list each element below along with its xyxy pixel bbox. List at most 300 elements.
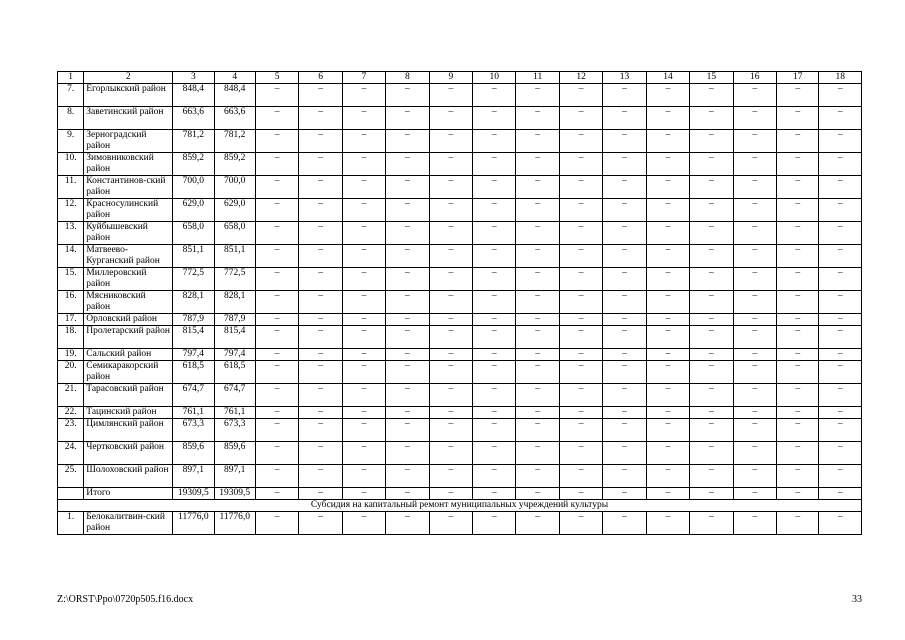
empty-value-dash: – [646,245,689,268]
empty-value-dash: – [733,222,776,245]
empty-value-dash: – [516,442,559,465]
district-name: Тацинский район [84,407,173,419]
empty-value-dash: – [819,153,862,176]
value-col-3: 663,6 [173,107,214,130]
district-name: Константинов-ский район [84,176,173,199]
empty-value-dash: – [342,488,385,500]
empty-value-dash: – [777,268,819,291]
row-number: 20. [58,361,84,384]
district-name: Заветинский район [84,107,173,130]
empty-value-dash: – [777,512,819,535]
empty-value-dash: – [429,84,472,107]
empty-value-dash: – [603,153,646,176]
empty-value-dash: – [299,84,342,107]
empty-value-dash: – [559,245,602,268]
column-header: 18 [819,72,862,84]
empty-value-dash: – [473,361,516,384]
empty-value-dash: – [255,442,298,465]
row-number: 13. [58,222,84,245]
empty-value-dash: – [777,442,819,465]
empty-value-dash: – [559,407,602,419]
empty-value-dash: – [603,314,646,326]
empty-value-dash: – [299,153,342,176]
empty-value-dash: – [255,107,298,130]
district-name: Семикаракорский район [84,361,173,384]
empty-value-dash: – [603,442,646,465]
empty-value-dash: – [255,153,298,176]
empty-value-dash: – [255,488,298,500]
empty-value-dash: – [386,199,429,222]
empty-value-dash: – [516,107,559,130]
empty-value-dash: – [733,512,776,535]
empty-value-dash: – [777,153,819,176]
empty-value-dash: – [603,407,646,419]
empty-value-dash: – [690,245,733,268]
empty-value-dash: – [255,512,298,535]
empty-value-dash: – [646,349,689,361]
empty-value-dash: – [299,326,342,349]
empty-value-dash: – [299,512,342,535]
empty-value-dash: – [690,512,733,535]
empty-value-dash: – [473,222,516,245]
empty-value-dash: – [473,326,516,349]
row-number: 9. [58,130,84,153]
empty-value-dash: – [819,384,862,407]
empty-value-dash: – [819,84,862,107]
empty-value-dash: – [603,465,646,488]
empty-value-dash: – [559,419,602,442]
footer-file-path: Z:\ORST\Ppo\0720p505.f16.docx [57,594,194,605]
empty-value-dash: – [429,442,472,465]
empty-value-dash: – [777,245,819,268]
empty-value-dash: – [386,268,429,291]
empty-value-dash: – [646,419,689,442]
district-name: Пролетарский район [84,326,173,349]
table-row [58,268,862,291]
empty-value-dash: – [603,488,646,500]
table-row [58,419,862,442]
value-col-4: 761,1 [214,407,255,419]
empty-value-dash: – [299,361,342,384]
district-name: Зерноградский район [84,130,173,153]
empty-value-dash: – [386,153,429,176]
value-col-3: 859,2 [173,153,214,176]
value-col-3: 848,4 [173,84,214,107]
empty-value-dash: – [559,361,602,384]
empty-value-dash: – [559,222,602,245]
empty-value-dash: – [559,488,602,500]
empty-value-dash: – [473,107,516,130]
row-number: 24. [58,442,84,465]
empty-value-dash: – [473,442,516,465]
value-col-3: 772,5 [173,268,214,291]
table-row [58,465,862,488]
empty-value-dash: – [255,84,298,107]
empty-value-dash: – [777,130,819,153]
value-col-4: 19309,5 [214,488,255,500]
value-col-4: 629,0 [214,199,255,222]
empty-value-dash: – [603,176,646,199]
row-number: 11. [58,176,84,199]
value-col-3: 658,0 [173,222,214,245]
district-name: Сальский район [84,349,173,361]
empty-value-dash: – [777,465,819,488]
empty-value-dash: – [777,222,819,245]
empty-value-dash: – [690,326,733,349]
empty-value-dash: – [603,107,646,130]
empty-value-dash: – [342,245,385,268]
empty-value-dash: – [299,407,342,419]
empty-value-dash: – [386,384,429,407]
empty-value-dash: – [473,130,516,153]
value-col-3: 787,9 [173,314,214,326]
value-col-3: 851,1 [173,245,214,268]
empty-value-dash: – [342,222,385,245]
empty-value-dash: – [777,314,819,326]
row-number: 1. [58,512,84,535]
column-header: 6 [299,72,342,84]
empty-value-dash: – [559,349,602,361]
empty-value-dash: – [255,130,298,153]
empty-value-dash: – [299,442,342,465]
empty-value-dash: – [690,465,733,488]
empty-value-dash: – [516,314,559,326]
empty-value-dash: – [733,488,776,500]
table-body [58,84,862,535]
empty-value-dash: – [386,512,429,535]
table-row [58,361,862,384]
empty-value-dash: – [819,326,862,349]
value-col-3: 673,3 [173,419,214,442]
empty-value-dash: – [299,268,342,291]
empty-value-dash: – [603,361,646,384]
empty-value-dash: – [473,153,516,176]
value-col-4: 663,6 [214,107,255,130]
empty-value-dash: – [733,384,776,407]
empty-value-dash: – [386,245,429,268]
empty-value-dash: – [646,512,689,535]
empty-value-dash: – [777,291,819,314]
empty-value-dash: – [473,84,516,107]
row-number: 7. [58,84,84,107]
empty-value-dash: – [255,291,298,314]
empty-value-dash: – [646,84,689,107]
empty-value-dash: – [819,314,862,326]
empty-value-dash: – [299,419,342,442]
district-name: Миллеровский район [84,268,173,291]
empty-value-dash: – [646,384,689,407]
value-col-3: 19309,5 [173,488,214,500]
empty-value-dash: – [603,222,646,245]
empty-value-dash: – [429,291,472,314]
empty-value-dash: – [473,291,516,314]
empty-value-dash: – [733,442,776,465]
value-col-4: 618,5 [214,361,255,384]
empty-value-dash: – [473,349,516,361]
empty-value-dash: – [777,107,819,130]
row-number: 12. [58,199,84,222]
empty-value-dash: – [733,361,776,384]
row-number: 21. [58,384,84,407]
empty-value-dash: – [386,107,429,130]
column-header: 16 [733,72,776,84]
district-name: Куйбышевский район [84,222,173,245]
empty-value-dash: – [299,291,342,314]
empty-value-dash: – [342,442,385,465]
empty-value-dash: – [429,326,472,349]
column-header: 10 [473,72,516,84]
empty-value-dash: – [299,384,342,407]
empty-value-dash: – [255,222,298,245]
empty-value-dash: – [603,512,646,535]
empty-value-dash: – [690,349,733,361]
empty-value-dash: – [733,245,776,268]
empty-value-dash: – [690,84,733,107]
empty-value-dash: – [690,488,733,500]
value-col-4: 848,4 [214,84,255,107]
empty-value-dash: – [559,384,602,407]
empty-value-dash: – [299,199,342,222]
empty-value-dash: – [429,199,472,222]
empty-value-dash: – [777,488,819,500]
empty-value-dash: – [733,349,776,361]
empty-value-dash: – [777,407,819,419]
value-col-3: 897,1 [173,465,214,488]
empty-value-dash: – [386,314,429,326]
empty-value-dash: – [603,130,646,153]
empty-value-dash: – [733,199,776,222]
empty-value-dash: – [819,199,862,222]
column-header: 13 [603,72,646,84]
empty-value-dash: – [516,291,559,314]
empty-value-dash: – [342,153,385,176]
column-header: 2 [84,72,173,84]
empty-value-dash: – [559,326,602,349]
empty-value-dash: – [386,407,429,419]
district-name: Итого [84,488,173,500]
column-header: 11 [516,72,559,84]
empty-value-dash: – [516,268,559,291]
column-number-header [58,72,862,84]
empty-value-dash: – [690,222,733,245]
empty-value-dash: – [559,512,602,535]
value-col-3: 11776,0 [173,512,214,535]
empty-value-dash: – [386,465,429,488]
empty-value-dash: – [559,465,602,488]
empty-value-dash: – [646,153,689,176]
empty-value-dash: – [299,130,342,153]
empty-value-dash: – [646,488,689,500]
empty-value-dash: – [690,407,733,419]
empty-value-dash: – [429,349,472,361]
empty-value-dash: – [473,314,516,326]
empty-value-dash: – [559,176,602,199]
value-col-3: 859,6 [173,442,214,465]
empty-value-dash: – [559,442,602,465]
district-name: Белокалитвин-ский район [84,512,173,535]
value-col-3: 828,1 [173,291,214,314]
empty-value-dash: – [777,361,819,384]
empty-value-dash: – [516,361,559,384]
empty-value-dash: – [299,488,342,500]
district-name: Красносулинский район [84,199,173,222]
table-row [58,245,862,268]
empty-value-dash: – [473,488,516,500]
empty-value-dash: – [342,326,385,349]
empty-value-dash: – [819,407,862,419]
value-col-4: 815,4 [214,326,255,349]
empty-value-dash: – [429,512,472,535]
budget-table [57,71,862,535]
empty-value-dash: – [342,199,385,222]
empty-value-dash: – [819,465,862,488]
empty-value-dash: – [342,349,385,361]
empty-value-dash: – [603,384,646,407]
empty-value-dash: – [690,153,733,176]
row-number: 25. [58,465,84,488]
empty-value-dash: – [473,407,516,419]
column-header: 4 [214,72,255,84]
value-col-4: 828,1 [214,291,255,314]
value-col-3: 629,0 [173,199,214,222]
row-number: 18. [58,326,84,349]
value-col-4: 11776,0 [214,512,255,535]
empty-value-dash: – [255,407,298,419]
row-number: 10. [58,153,84,176]
row-number [58,488,84,500]
empty-value-dash: – [386,84,429,107]
empty-value-dash: – [342,291,385,314]
empty-value-dash: – [255,326,298,349]
empty-value-dash: – [733,130,776,153]
column-header: 9 [429,72,472,84]
row-number: 15. [58,268,84,291]
value-col-3: 700,0 [173,176,214,199]
table-row [58,176,862,199]
value-col-4: 787,9 [214,314,255,326]
column-header: 14 [646,72,689,84]
empty-value-dash: – [819,222,862,245]
empty-value-dash: – [559,291,602,314]
empty-value-dash: – [342,407,385,419]
empty-value-dash: – [516,245,559,268]
empty-value-dash: – [255,245,298,268]
empty-value-dash: – [559,199,602,222]
section-title: Субсидия на капитальный ремонт муниципальных учреждений культуры [58,500,862,512]
empty-value-dash: – [690,107,733,130]
empty-value-dash: – [516,153,559,176]
empty-value-dash: – [819,130,862,153]
empty-value-dash: – [646,222,689,245]
empty-value-dash: – [473,512,516,535]
empty-value-dash: – [733,291,776,314]
table-row [58,107,862,130]
empty-value-dash: – [386,349,429,361]
empty-value-dash: – [733,107,776,130]
empty-value-dash: – [342,107,385,130]
empty-value-dash: – [646,176,689,199]
empty-value-dash: – [255,361,298,384]
table-row [58,130,862,153]
district-name: Тарасовский район [84,384,173,407]
empty-value-dash: – [690,361,733,384]
value-col-4: 781,2 [214,130,255,153]
empty-value-dash: – [429,245,472,268]
value-col-3: 674,7 [173,384,214,407]
value-col-4: 673,3 [214,419,255,442]
value-col-4: 797,4 [214,349,255,361]
district-name: Зимовниковский район [84,153,173,176]
empty-value-dash: – [819,107,862,130]
empty-value-dash: – [819,419,862,442]
empty-value-dash: – [646,314,689,326]
empty-value-dash: – [429,222,472,245]
empty-value-dash: – [646,268,689,291]
empty-value-dash: – [690,442,733,465]
empty-value-dash: – [429,153,472,176]
empty-value-dash: – [819,349,862,361]
empty-value-dash: – [777,84,819,107]
empty-value-dash: – [299,349,342,361]
value-col-4: 700,0 [214,176,255,199]
value-col-3: 781,2 [173,130,214,153]
empty-value-dash: – [255,384,298,407]
empty-value-dash: – [342,268,385,291]
empty-value-dash: – [819,291,862,314]
value-col-4: 674,7 [214,384,255,407]
empty-value-dash: – [429,361,472,384]
empty-value-dash: – [603,326,646,349]
section-row [58,500,862,512]
empty-value-dash: – [733,407,776,419]
empty-value-dash: – [299,107,342,130]
empty-value-dash: – [516,407,559,419]
district-name: Орловский район [84,314,173,326]
value-col-3: 797,4 [173,349,214,361]
district-name: Цимлянский район [84,419,173,442]
column-header: 3 [173,72,214,84]
empty-value-dash: – [386,130,429,153]
empty-value-dash: – [690,314,733,326]
empty-value-dash: – [777,349,819,361]
empty-value-dash: – [516,199,559,222]
empty-value-dash: – [342,465,385,488]
value-col-3: 815,4 [173,326,214,349]
empty-value-dash: – [646,199,689,222]
empty-value-dash: – [646,326,689,349]
empty-value-dash: – [255,314,298,326]
table-row [58,349,862,361]
empty-value-dash: – [429,314,472,326]
column-header: 8 [386,72,429,84]
empty-value-dash: – [429,419,472,442]
empty-value-dash: – [473,465,516,488]
empty-value-dash: – [429,384,472,407]
district-name: Мясниковский район [84,291,173,314]
empty-value-dash: – [777,419,819,442]
empty-value-dash: – [386,419,429,442]
empty-value-dash: – [690,384,733,407]
value-col-3: 618,5 [173,361,214,384]
empty-value-dash: – [646,407,689,419]
empty-value-dash: – [473,268,516,291]
empty-value-dash: – [429,488,472,500]
empty-value-dash: – [690,130,733,153]
table-row [58,326,862,349]
empty-value-dash: – [516,130,559,153]
empty-value-dash: – [473,176,516,199]
column-header: 7 [342,72,385,84]
